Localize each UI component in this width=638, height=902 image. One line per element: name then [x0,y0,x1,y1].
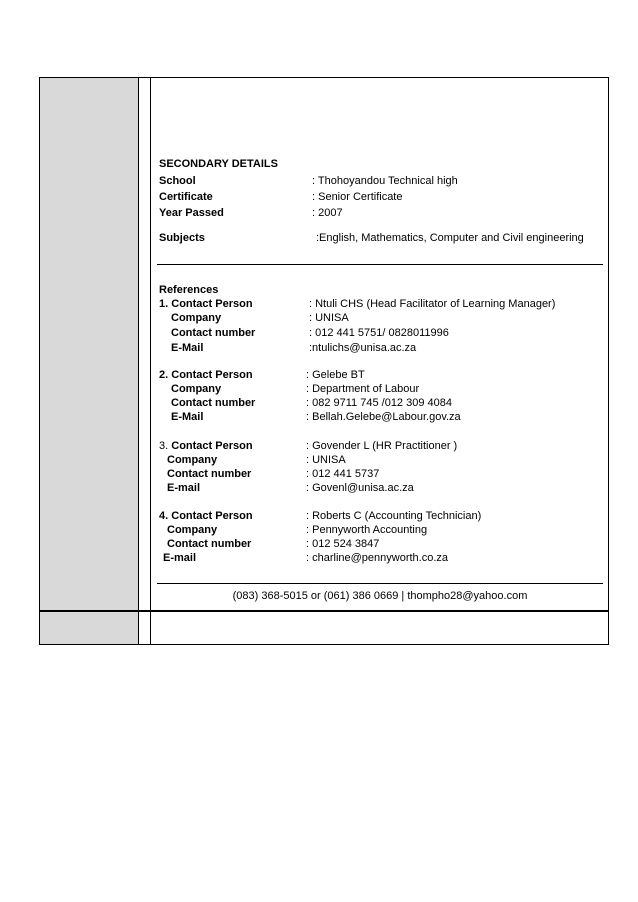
reference-2-contact-value: : Gelebe BT [306,369,365,381]
school-value: : Thohoyandou Technical high [312,175,458,187]
reference-3-phone-value: : 012 441 5737 [306,468,380,480]
secondary-heading: SECONDARY DETAILS [159,158,278,170]
reference-3-phone-label: Contact number [167,468,252,480]
reference-3-email-label: E-mail [167,482,201,494]
footer-rule [157,583,603,584]
reference-1-company-label: Company [171,312,222,324]
reference-4-company-value: : Pennyworth Accounting [306,524,428,536]
reference-2-phone-value: : 082 9711 745 /012 309 4084 [306,397,452,409]
reference-2-contact-label: 2. Contact Person [159,369,253,381]
certificate-label: Certificate [159,191,213,203]
reference-1-phone-label: Contact number [171,327,256,339]
school-label: School [159,175,196,187]
year-passed-label: Year Passed [159,207,224,219]
column-divider-2 [150,77,151,645]
reference-3-contact-value: : Govender L (HR Practitioner ) [306,440,458,452]
reference-4-phone-label: Contact number [167,538,252,550]
reference-4-email-label: E-mail [163,552,197,564]
reference-4-company-label: Company [167,524,218,536]
reference-2-email-label: E-Mail [171,411,204,423]
reference-2-company-value: : Department of Labour [306,383,420,395]
footer-divider [39,610,609,612]
column-divider-1 [138,77,139,645]
reference-3-contact-label: 3. Contact Person [159,440,253,452]
reference-1-phone-value: : 012 441 5751/ 0828011996 [309,327,449,339]
reference-1-company-value: : UNISA [309,312,349,324]
year-passed-value: : 2007 [312,207,343,219]
reference-1-email-label: E-Mail [171,342,204,354]
reference-2-phone-label: Contact number [171,397,256,409]
reference-4-contact-value: : Roberts C (Accounting Technician) [306,510,482,522]
reference-3-email-value: : Govenl@unisa.ac.za [306,482,414,494]
reference-4-phone-value: : 012 524 3847 [306,538,380,550]
references-heading: References [159,284,219,296]
reference-2-email-value: : Bellah.Gelebe@Labour.gov.za [306,411,461,423]
footer-contact-line: (083) 368-5015 or (061) 386 0669 | thompho28@yahoo.com [232,590,528,602]
certificate-value: : Senior Certificate [312,191,403,203]
reference-2-company-label: Company [171,383,222,395]
subjects-value: :English, Mathematics, Computer and Civil engineering [316,232,584,244]
reference-4-contact-label: 4. Contact Person [159,510,253,522]
reference-1-contact-value: : Ntuli CHS (Head Facilitator of Learning Manager) [309,298,556,310]
reference-3-company-value: : UNISA [306,454,346,466]
reference-3-company-label: Company [167,454,218,466]
reference-1-contact-label: 1. Contact Person [159,298,253,310]
reference-1-email-value: :ntulichs@unisa.ac.za [309,342,417,354]
reference-4-email-value: : charline@pennyworth.co.za [306,552,449,564]
subjects-label: Subjects [159,232,205,244]
section-rule [157,264,603,265]
